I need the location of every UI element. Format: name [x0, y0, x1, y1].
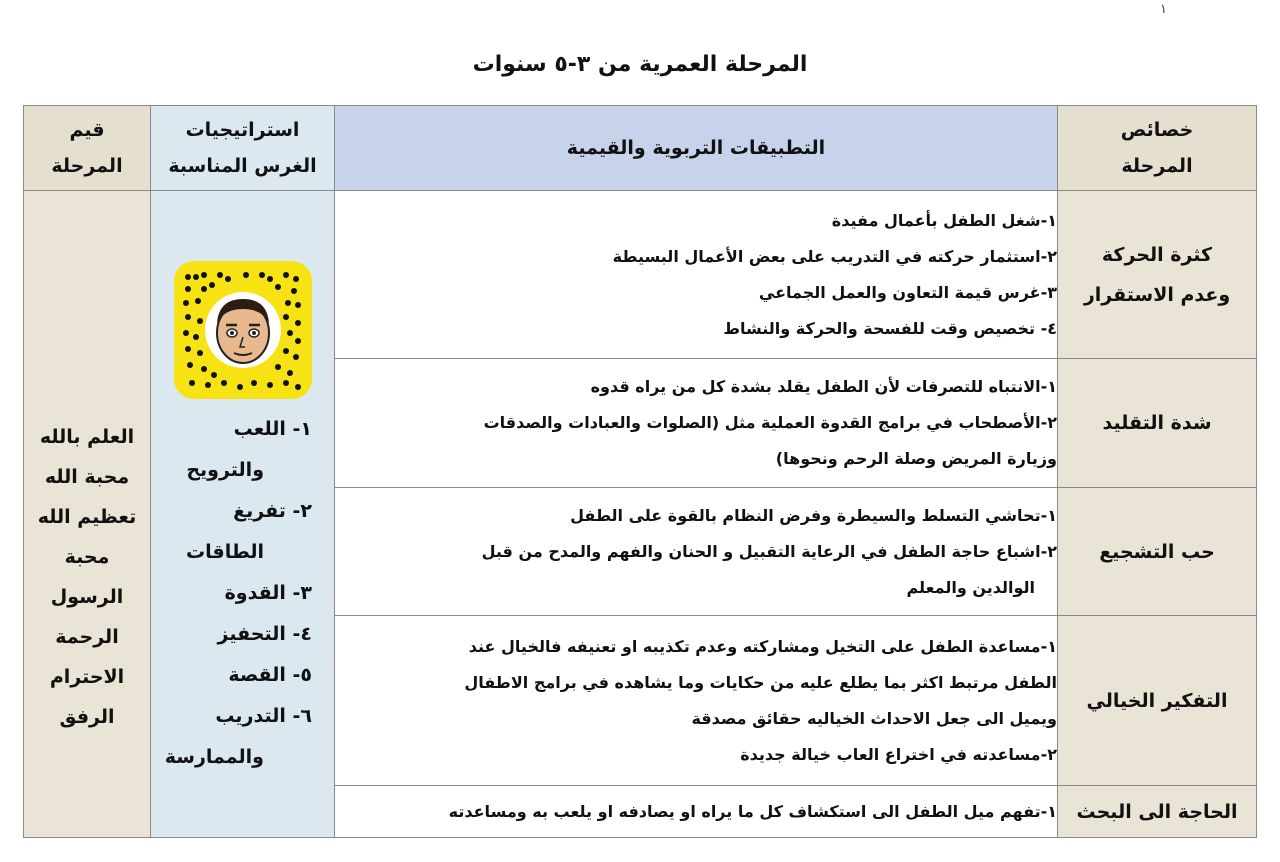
- application-item: ١-تفهم ميل الطفل الى استكشاف كل ما يراه او يصادفه او يلعب به ومساعدته: [448, 801, 1057, 821]
- header-row: [24, 106, 1257, 191]
- application-item: ١-شغل الطفل بأعمال مفيدة: [831, 210, 1057, 230]
- application-item: ٢-الأصطحاب في برامج القدوة العملية مثل (الصلوات والعبادات والصدقات: [483, 413, 1057, 432]
- header-strategies-line2: الغرس المناسبة: [168, 155, 317, 177]
- applications-cell: [335, 488, 1058, 616]
- header-strategies: [151, 106, 335, 191]
- strategy-item: الطاقات: [186, 540, 264, 563]
- application-item: ٣-غرس قيمة التعاون والعمل الجماعي: [758, 282, 1057, 302]
- strategy-item: ٦- التدريب: [215, 704, 312, 727]
- strategy-item: ٤- التحفيز: [217, 622, 312, 645]
- applications-cell: [335, 786, 1058, 838]
- strategy-item: ٥- القصة: [228, 663, 312, 686]
- snapcode-avatar-icon: [174, 261, 312, 399]
- header-characteristics-line2: المرحلة: [1121, 155, 1193, 177]
- page-title: المرحلة العمرية من ٣-٥ سنوات: [472, 52, 808, 77]
- value-item: الرسول: [50, 586, 124, 608]
- application-item: وزيارة المريض وصلة الرحم ونحوها): [775, 449, 1057, 468]
- header-values-line1: قيم: [69, 119, 105, 141]
- value-item: الرفق: [59, 706, 115, 728]
- header-strategies-line1: استراتيجيات: [185, 119, 300, 141]
- applications-cell: [335, 616, 1058, 786]
- characteristic-cell: [1058, 191, 1257, 359]
- value-item: تعظيم الله: [37, 506, 137, 528]
- applications-cell: [335, 359, 1058, 488]
- application-item: ٢-اشباع حاجة الطفل في الرعاية التقبيل و الحنان والفهم والمدح من قبل: [481, 541, 1057, 561]
- characteristic-text: الحاجة الى البحث: [1076, 800, 1238, 823]
- strategy-item: والترويح: [186, 458, 264, 481]
- application-item: ٤- تخصيص وقت للفسحة والحركة والنشاط: [723, 318, 1057, 338]
- value-item: الرحمة: [55, 626, 119, 648]
- characteristic-text: كثرة الحركة: [1101, 243, 1213, 266]
- strategies-list: [151, 399, 334, 778]
- characteristic-cell: [1058, 786, 1257, 838]
- table-row: [24, 191, 1257, 359]
- value-item: العلم بالله: [39, 426, 135, 448]
- characteristic-cell: [1058, 616, 1257, 786]
- characteristic-text: وعدم الاستقرار: [1083, 283, 1231, 306]
- header-characteristics: [1058, 106, 1257, 191]
- strategy-item: ١- اللعب: [233, 417, 312, 440]
- header-values-line2: المرحلة: [51, 155, 123, 177]
- characteristic-text: حب التشجيع: [1099, 540, 1215, 563]
- application-item: ١-الانتباه للتصرفات لأن الطفل يقلد بشدة كل من يراه قدوه: [590, 377, 1057, 396]
- application-item: الطفل مرتبط اكثر بما يطلع عليه من حكايات وما يشاهده في برامج الاطفال: [464, 672, 1057, 692]
- application-item: ١-مساعدة الطفل على التخيل ومشاركته وعدم تكذيبه او تعنيفه فالخيال عند: [468, 636, 1057, 656]
- values-list: [24, 291, 150, 737]
- value-item: محبة: [64, 546, 110, 568]
- header-applications: التطبيقات التربوية والقيمية: [335, 106, 1058, 191]
- strategy-item: ٢- تفريغ: [233, 499, 312, 522]
- strategies-cell: [151, 191, 335, 838]
- characteristic-text: شدة التقليد: [1102, 412, 1212, 434]
- characteristic-cell: [1058, 488, 1257, 616]
- application-item: الوالدين والمعلم: [906, 577, 1035, 597]
- application-item: ويميل الى جعل الاحداث الخياليه حقائق مصدقة: [691, 708, 1057, 728]
- page-number: ١: [1160, 2, 1167, 17]
- snapcode-qr[interactable]: [174, 261, 312, 399]
- stage-table: [23, 105, 1257, 838]
- applications-cell: [335, 191, 1058, 359]
- strategy-item: والممارسة: [164, 745, 264, 768]
- header-values: [24, 106, 151, 191]
- value-item: محبة الله: [44, 466, 130, 488]
- application-item: ٢-مساعدته في اختراع العاب خيالة جديدة: [740, 744, 1057, 764]
- header-characteristics-line1: خصائص: [1120, 119, 1194, 141]
- application-item: ١-تحاشي التسلط والسيطرة وفرض النظام بالقوة على الطفل: [570, 505, 1057, 525]
- characteristic-cell: [1058, 359, 1257, 488]
- values-cell: [24, 191, 151, 838]
- value-item: الاحترام: [49, 666, 125, 688]
- strategy-item: ٣- القدوة: [224, 581, 312, 604]
- application-item: ٢-استثمار حركته في التدريب على بعض الأعمال البسيطة: [612, 246, 1057, 266]
- characteristic-text: التفكير الخيالي: [1086, 689, 1228, 712]
